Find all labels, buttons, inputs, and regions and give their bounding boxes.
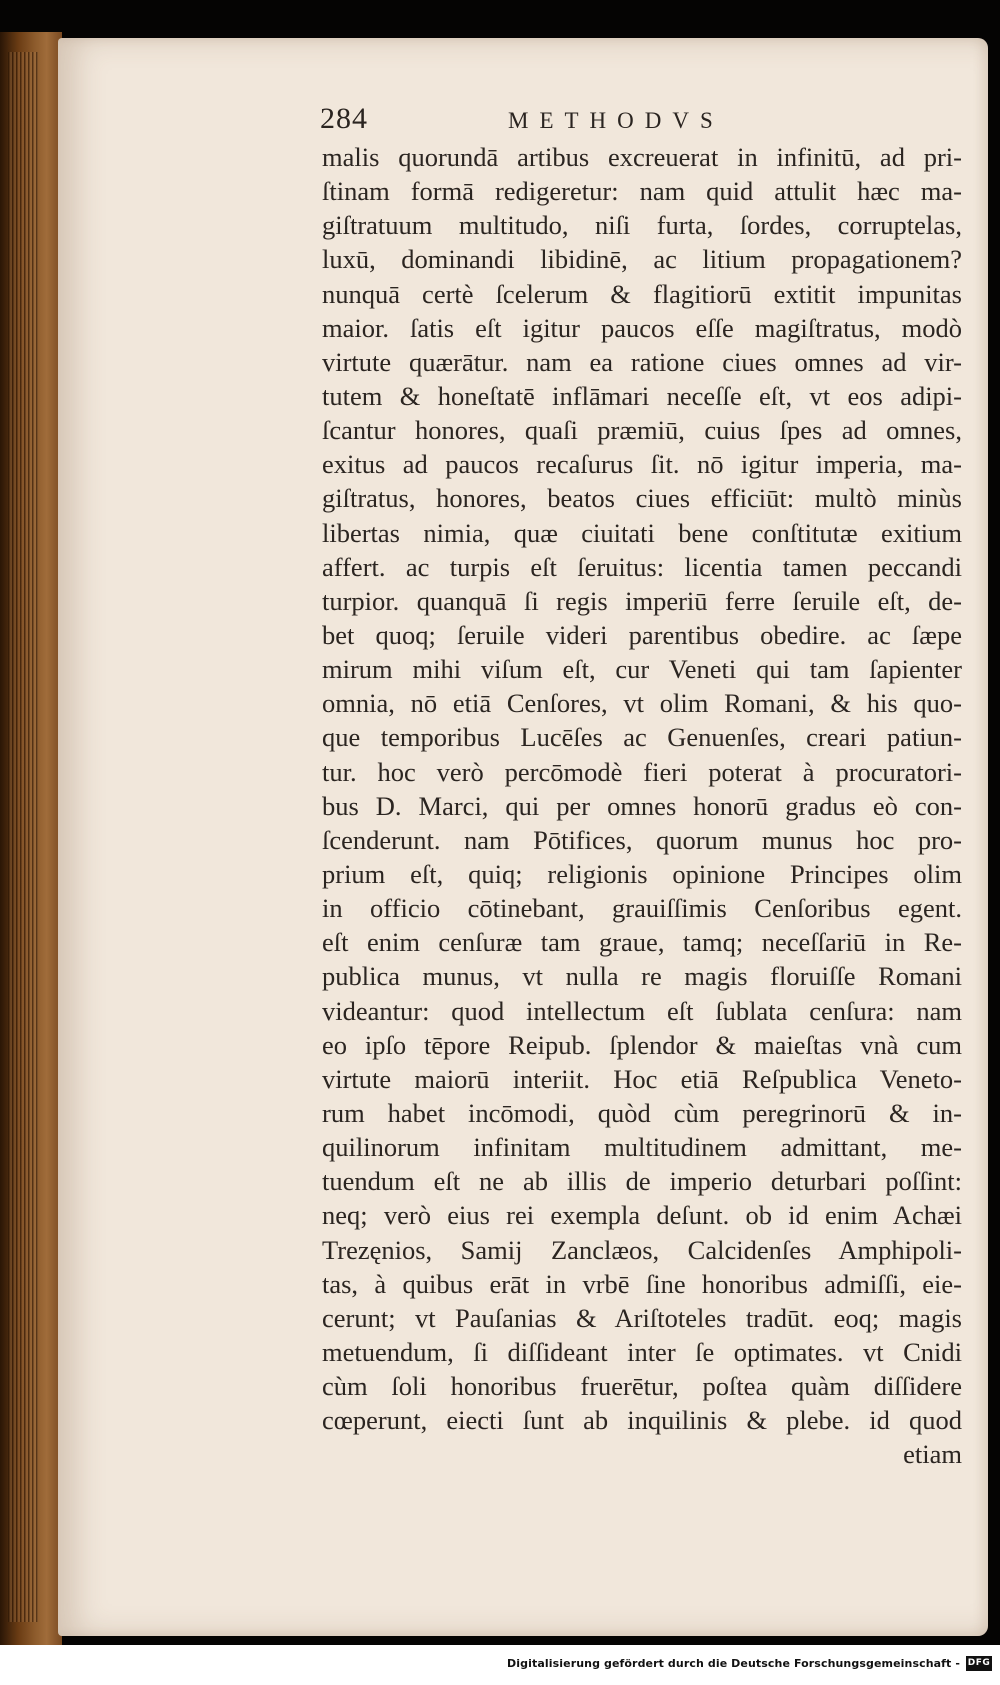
- text-line: mirum mihi viſum eſt, cur Veneti qui tam ſapienter: [322, 654, 962, 685]
- text-line: luxū, dominandi libidinē, ac litium propagationem?: [322, 244, 962, 275]
- text-line: videantur: quod intellectum eſt ſublata cenſura: nam: [322, 995, 962, 1026]
- text-line: cùm ſoli honoribus fruerētur, poſtea quàm diſſidere: [322, 1371, 962, 1402]
- text-line: ſcenderunt. nam Pōtifices, quorum munus hoc pro-: [322, 824, 962, 855]
- running-head: METHODVS: [508, 108, 724, 133]
- text-line: cœperunt, eiecti ſunt ab inquilinis & plebe. id quod: [322, 1405, 962, 1436]
- text-line: prium eſt, quiq; religionis opinione Principes olim: [322, 858, 962, 889]
- text-line: bus D. Marci, qui per omnes honorū gradus eò con-: [322, 790, 962, 821]
- text-line: que temporibus Lucēſes ac Genuenſes, creari patiun-: [322, 722, 962, 753]
- text-line: tur. hoc verò percōmodè fieri poterat à procuratori-: [322, 756, 962, 787]
- text-line: ſtinam formā redigeretur: nam quid attulit hæc ma-: [322, 176, 962, 207]
- text-line: tas, à quibus erāt in vrbē ſine honoribus admiſſi, eie-: [322, 1268, 962, 1299]
- text-line: turpior. quanquā ſi regis imperiū ferre ſeruile eſt, de-: [322, 585, 962, 616]
- digitization-footer: [0, 1645, 1000, 1685]
- text-line: eo ipſo tēpore Reipub. ſplendor & maieſtas vnà cum: [322, 1029, 962, 1060]
- book-fore-edge: [0, 32, 62, 1645]
- text-line: publica munus, vt nulla re magis floruiſſe Romani: [322, 961, 962, 992]
- text-line: in officio cōtinebant, grauiſſimis Cenſoribus egent.: [322, 893, 962, 924]
- text-line: omnia, nō etiā Cenſores, vt olim Romani, & his quo-: [322, 688, 962, 719]
- text-line: rum habet incōmodi, quòd cùm peregrinorū & in-: [322, 1097, 962, 1128]
- text-line: cerunt; vt Pauſanias & Ariſtoteles tradūt. eoq; magis: [322, 1302, 962, 1333]
- text-line: tutem & honeſtatē inflāmari neceſſe eſt, vt eos adipi-: [322, 380, 962, 411]
- text-line: libertas nimia, quæ ciuitati bene conſtitutæ exitium: [322, 517, 962, 548]
- page-header: [320, 102, 780, 138]
- text-line: nunquā certè ſcelerum & flagitiorū extitit impunitas: [322, 278, 962, 309]
- text-line: virtute maiorū interiit. Hoc etiā Reſpublica Veneto-: [322, 1063, 962, 1094]
- text-line: virtute quærātur. nam ea ratione ciues omnes ad vir-: [322, 346, 962, 377]
- text-line: giſtratuum multitudo, niſi furta, ſordes, corruptelas,: [322, 210, 962, 241]
- page-number: 284: [320, 102, 368, 135]
- text-line: bet quoq; ſeruile videri parentibus obedire. ac ſæpe: [322, 619, 962, 650]
- text-line: quilinorum infinitam multitudinem admittant, me-: [322, 1132, 962, 1163]
- catchword: etiam: [903, 1439, 962, 1470]
- text-line: maior. ſatis eſt igitur paucos eſſe magiſtratus, modò: [322, 312, 962, 343]
- text-line: tuendum eſt ne ab illis de imperio deturbari poſſint:: [322, 1166, 962, 1197]
- text-line: exitus ad paucos recaſurus ſit. nō igitur imperia, ma-: [322, 449, 962, 480]
- text-line: giſtratus, honores, beatos ciues efficiūt: multò minùs: [322, 483, 962, 514]
- text-line: neq; verò eius rei exempla deſunt. ob id enim Achæi: [322, 1200, 962, 1231]
- text-line: metuendum, ſi diſſideant inter ſe optimates. vt Cnidi: [322, 1336, 962, 1367]
- funding-credit: Digitalisierung gefördert durch die Deutsche Forschungsgemeinschaft -: [507, 1657, 960, 1670]
- text-line: affert. ac turpis eſt ſeruitus: licentia tamen peccandi: [322, 551, 962, 582]
- body-text: [322, 140, 962, 1471]
- text-line: Trezęnios, Samij Zanclæos, Calcidenſes Amphipoli-: [322, 1234, 962, 1265]
- text-line: eſt enim cenſuræ tam graue, tamq; neceſſariū in Re-: [322, 927, 962, 958]
- text-line: ſcantur honores, quaſi præmiū, cuius ſpes ad omnes,: [322, 415, 962, 446]
- text-line: malis quorundā artibus excreuerat in infinitū, ad pri-: [322, 142, 962, 172]
- dfg-logo: DFG: [966, 1656, 992, 1671]
